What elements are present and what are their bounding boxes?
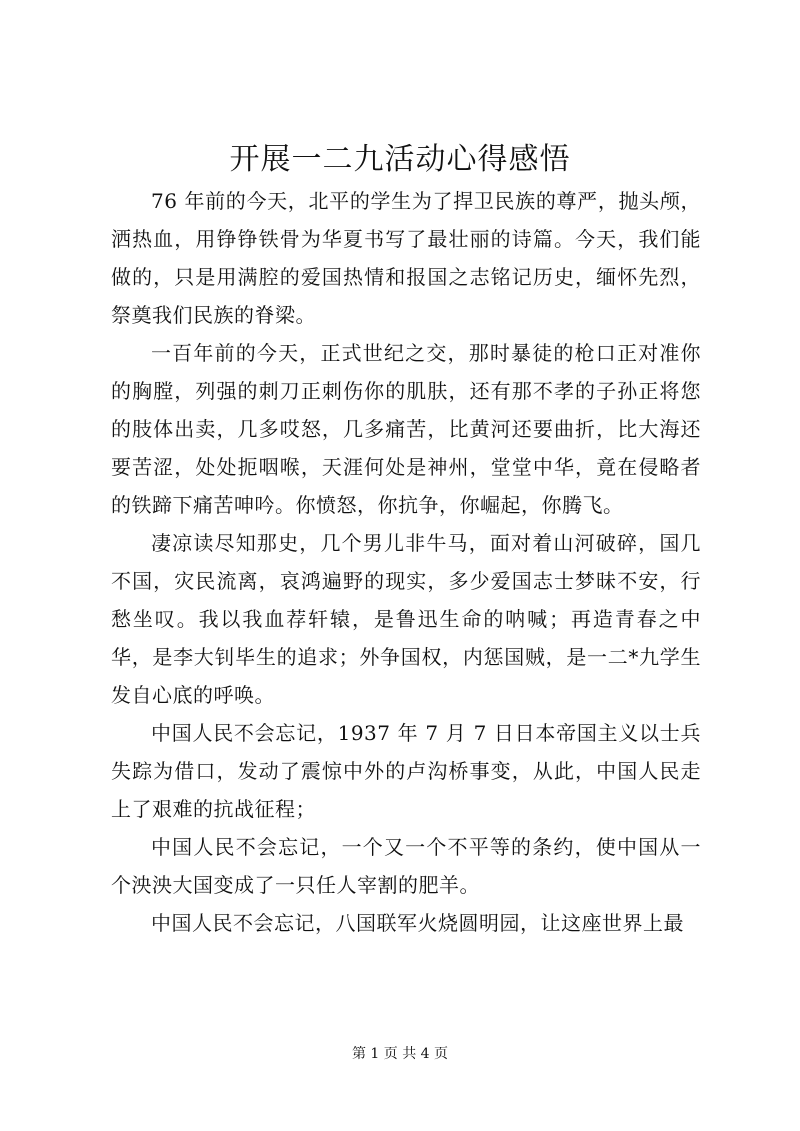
document-title: 开展一二九活动心得感悟 bbox=[229, 142, 571, 177]
page-footer: 第 1 页 共 4 页 bbox=[351, 1046, 449, 1062]
paragraph: 中国人民不会忘记，八国联军火烧圆明园，让这座世界上最 bbox=[151, 911, 684, 935]
paragraph: 76 年前的今天，北平的学生为了捍卫民族的尊严，抛头颅，洒热血，用铮铮铁骨为华夏书写了最壮丽的诗篇。今天，我们能做的，只是用满腔的爱国热情和报国之志铭记历史，缅怀先烈，祭奠我们民族的脊梁。 bbox=[111, 189, 701, 327]
paragraph: 中国人民不会忘记，一个又一个不平等的条约，使中国从一个泱泱大国变成了一只任人宰割的肥羊。 bbox=[111, 835, 701, 897]
paragraph: 一百年前的今天，正式世纪之交，那时暴徒的枪口正对准你的胸膛，列强的刺刀正刺伤你的肌肤，还有那不孝的子孙正将您的肢体出卖，几多哎怒，几多痛苦，比黄河还要曲折，比大海还要苦涩，处处扼咽喉，天涯何处是神州，堂堂中华，竟在侵略者的铁蹄下痛苦呻吟。你愤怒，你抗争，你崛起，你腾飞。 bbox=[111, 341, 701, 517]
paragraph: 凄凉读尽知那史，几个男儿非牛马，面对着山河破碎，国几不国，灾民流离，哀鸿遍野的现实，多少爱国志士梦昧不安，行愁坐叹。我以我血荐轩辕，是鲁迅生命的呐喊；再造青春之中华，是李大钊毕生的追求；外争国权，内惩国贼，是一二*九学生发自心底的呼唤。 bbox=[111, 531, 701, 707]
paragraph: 中国人民不会忘记，1937 年 7 月 7 日日本帝国主义以士兵失踪为借口，发动了震惊中外的卢沟桥事变，从此，中国人民走上了艰难的抗战征程； bbox=[111, 721, 701, 821]
document-body bbox=[111, 182, 701, 942]
